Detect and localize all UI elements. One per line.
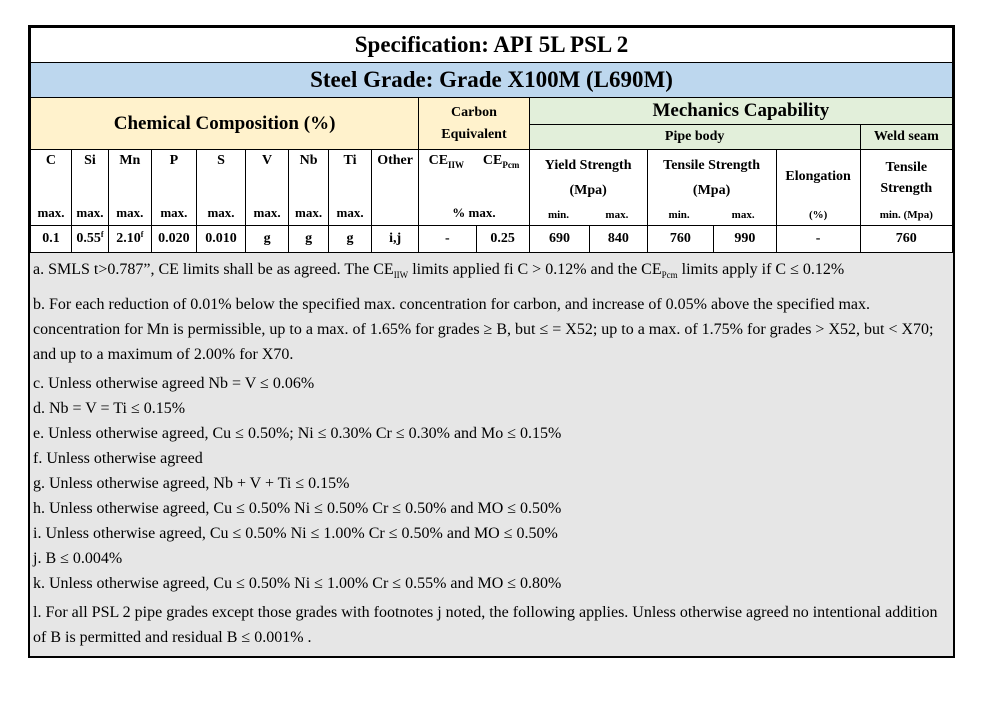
col-weld-tensile	[860, 150, 952, 226]
equivalent-label: Equivalent	[441, 126, 507, 142]
footnote-j: j. B ≤ 0.004%	[33, 550, 123, 568]
col-s	[196, 150, 245, 226]
mechanics-capability-header: Mechanics Capability	[529, 98, 952, 125]
col-label: Ti	[343, 152, 357, 168]
min-label: min.	[547, 208, 570, 221]
weld-seam-header: Weld seam	[860, 125, 952, 150]
value-yield-min: 690	[529, 226, 589, 253]
footnote-i: i. Unless otherwise agreed, Cu ≤ 0.50% Ni ≤ 1.00% Cr ≤ 0.50% and MO ≤ 0.50%	[33, 525, 558, 543]
carbon-label: Carbon	[451, 104, 497, 120]
value-p: 0.020	[151, 226, 196, 253]
footnote-e: e. Unless otherwise agreed, Cu ≤ 0.50%; Ni ≤ 0.30% Cr ≤ 0.30% and Mo ≤ 0.15%	[33, 425, 562, 443]
ce-limit-label: % max.	[452, 204, 496, 220]
spec-table	[30, 27, 953, 253]
col-p	[151, 150, 196, 226]
col-label: Si	[84, 152, 96, 168]
chemical-composition-header: Chemical Composition (%)	[31, 98, 419, 150]
col-label: P	[169, 152, 179, 168]
col-nb	[289, 150, 329, 226]
col-tensile-strength	[647, 150, 776, 226]
footnote-f: f. Unless otherwise agreed	[33, 450, 203, 468]
max-label: max.	[253, 204, 281, 220]
elongation-label: Elongation	[785, 168, 851, 184]
pipe-body-header: Pipe body	[529, 125, 860, 150]
carbon-equivalent-header	[419, 98, 530, 150]
col-ce	[419, 150, 530, 226]
max-label: max.	[731, 208, 755, 221]
value-v: g	[246, 226, 289, 253]
weld-tensile-label: Tensile	[885, 159, 928, 175]
value-mn: 2.10$^f$	[108, 226, 151, 253]
value-nb: g	[289, 226, 329, 253]
max-label: max.	[37, 204, 65, 220]
max-label: max.	[336, 204, 364, 220]
value-ce-iiw: -	[419, 226, 476, 253]
col-label: Other	[377, 152, 413, 168]
col-label: S	[217, 152, 225, 168]
footnote-b: b. For each reduction of 0.01% below the specified max. concentration for carbon, and increase of 0.05% above the specified max. concentration for Mn is permissible, up to a max. of 1.65% for grades ≥ B, but ≤ = X52; up to a max. of 1.75% for grades > X52, but < X70; and up to a maximum of 2.00% for X70.	[33, 296, 934, 364]
tensile-unit: (Mpa)	[692, 182, 731, 198]
col-yield-strength	[529, 150, 647, 226]
col-label: C	[45, 152, 57, 168]
col-other	[372, 150, 419, 226]
weld-unit: min. (Mpa)	[879, 208, 933, 221]
value-ce-pcm: 0.25	[476, 226, 529, 253]
value-tensile-max: 990	[714, 226, 776, 253]
footnote-g: g. Unless otherwise agreed, Nb + V + Ti ≤ 0.15%	[33, 475, 350, 493]
col-mn	[108, 150, 151, 226]
col-c	[31, 150, 72, 226]
col-elongation	[776, 150, 860, 226]
col-label: V	[262, 152, 273, 168]
tensile-label: Tensile Strength	[663, 157, 760, 173]
value-other: i,j	[372, 226, 419, 253]
max-label: max.	[605, 208, 629, 221]
value-s: 0.010	[196, 226, 245, 253]
ce-pcm-label: $CE_{Pcm}$	[482, 152, 520, 170]
max-label: max.	[295, 204, 323, 220]
steel-grade-title: Steel Grade: Grade X100M (L690M)	[31, 63, 953, 98]
value-ti: g	[329, 226, 372, 253]
value-yield-max: 840	[590, 226, 647, 253]
max-label: max.	[207, 204, 235, 220]
footnote-d: d. Nb = V = Ti ≤ 0.15%	[33, 400, 186, 418]
min-label: min.	[668, 208, 690, 221]
footnote-k: k. Unless otherwise agreed, Cu ≤ 0.50% Ni ≤ 1.00% Cr ≤ 0.55% and MO ≤ 0.80%	[33, 575, 562, 593]
footnote-a: a. SMLS t>0.787”, CE limits shall be as agreed. The $CE_{IIW}$ limits applied fi C > 0.12% and the $CE_{Pcm}$ limits apply if C ≤ 0.12%	[33, 261, 845, 281]
specification-title: Specification: API 5L PSL 2	[31, 28, 953, 63]
footnote-h: h. Unless otherwise agreed, Cu ≤ 0.50% Ni ≤ 0.50% Cr ≤ 0.50% and MO ≤ 0.50%	[33, 500, 562, 518]
yield-unit: (Mpa)	[569, 182, 607, 198]
spec-sheet	[28, 25, 955, 658]
value-c: 0.1	[31, 226, 72, 253]
value-tensile-min: 760	[647, 226, 714, 253]
col-si	[71, 150, 108, 226]
max-label: max.	[160, 204, 188, 220]
weld-strength-label: Strength	[880, 180, 933, 196]
col-label: Nb	[299, 152, 318, 168]
max-label: max.	[76, 204, 104, 220]
col-v	[246, 150, 289, 226]
footnotes	[30, 253, 953, 656]
value-weld-tensile: 760	[860, 226, 952, 253]
value-elongation: -	[776, 226, 860, 253]
footnote-c: c. Unless otherwise agreed Nb = V ≤ 0.06%	[33, 375, 315, 393]
value-si: 0.55$^f$	[71, 226, 108, 253]
col-label: Mn	[119, 152, 141, 168]
ce-iiw-label: $CE_{IIW}$	[428, 152, 465, 170]
footnote-l: l. For all PSL 2 pipe grades except those grades with footnotes j noted, the following applies. Unless otherwise agreed no intentional addition of B is permitted and residual B ≤ 0.001% .	[33, 604, 938, 647]
col-ti	[329, 150, 372, 226]
yield-label: Yield Strength	[544, 157, 632, 173]
max-label: max.	[116, 204, 144, 220]
elongation-unit: (%)	[808, 208, 828, 221]
